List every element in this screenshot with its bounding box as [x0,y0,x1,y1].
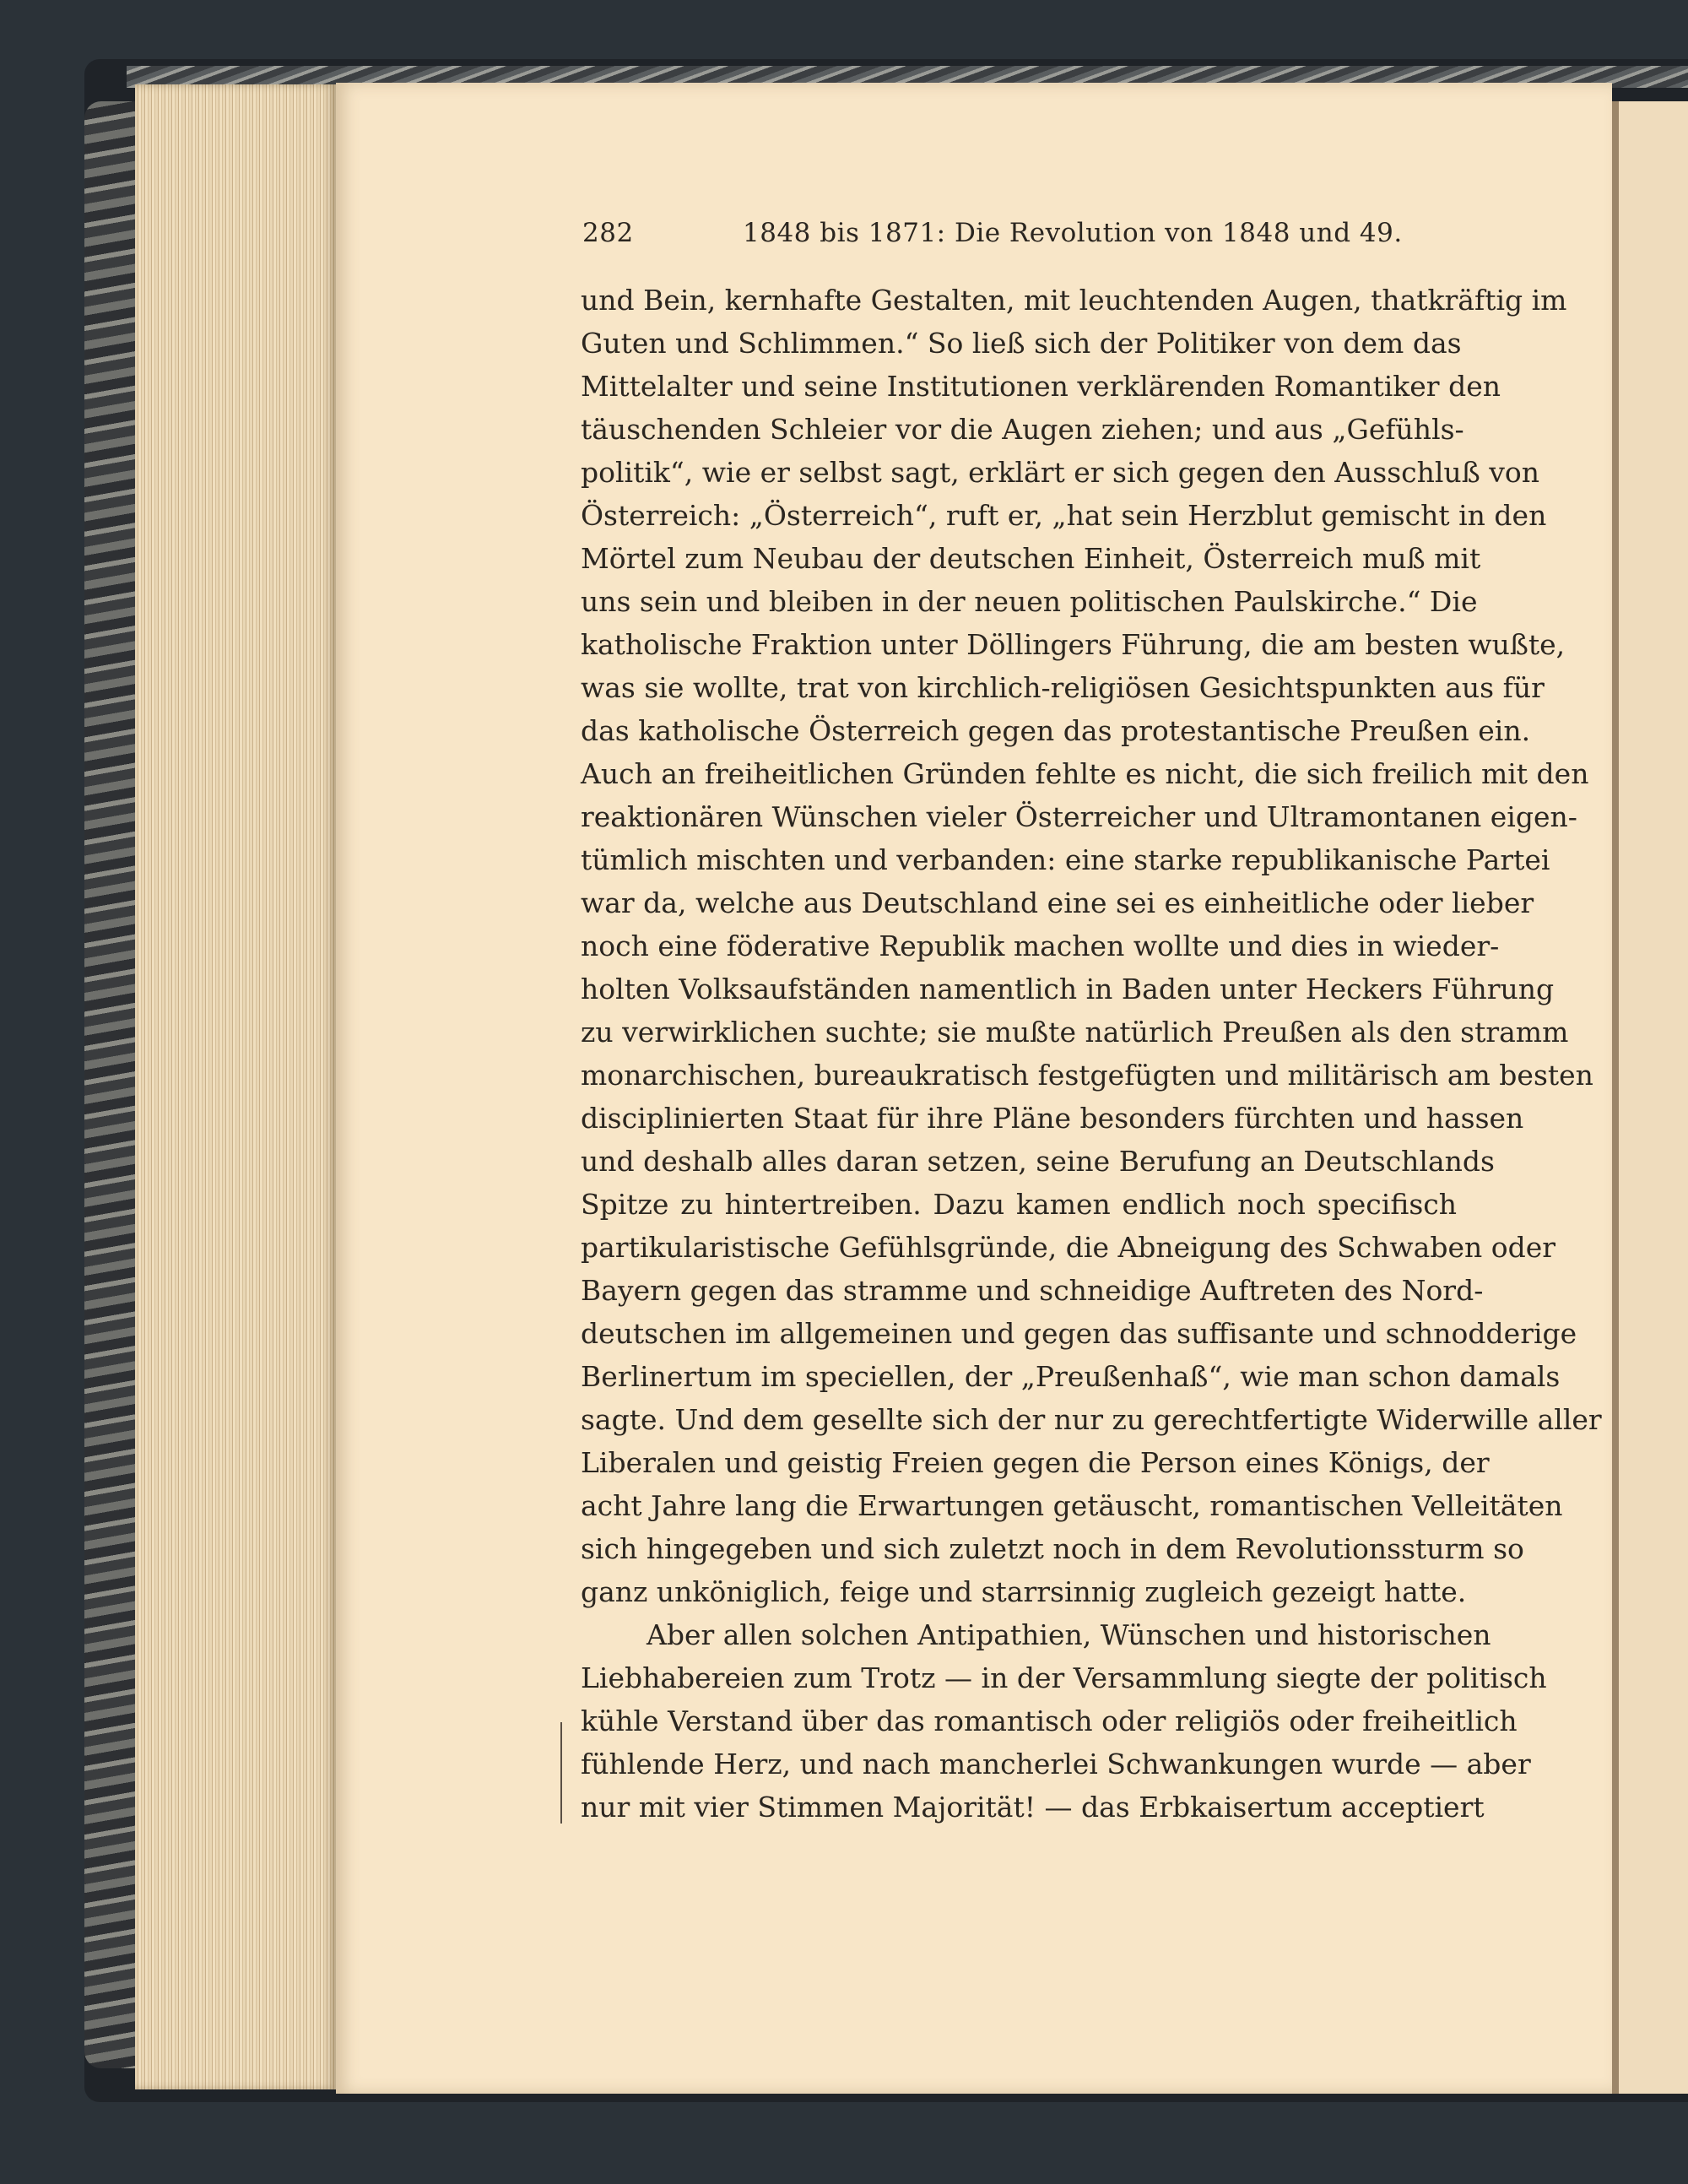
text-line: uns sein und bleiben in der neuen politischen Paulskirche.“ Die [581,585,1478,618]
page-number: 282 [582,218,634,248]
text-line: das katholische Österreich gegen das protestantische Preußen ein. [581,714,1531,747]
text-line: Liberalen und geistig Freien gegen die Person eines Königs, der [581,1446,1490,1479]
page-header [582,218,1403,260]
margin-pencil-mark [560,1722,562,1824]
text-line: sagte. Und dem gesellte sich der nur zu gerechtfertigte Widerwille aller [581,1403,1602,1436]
text-line: disciplinierten Staat für ihre Pläne besonders fürchten und hassen [581,1102,1524,1135]
text-line: war da, welche aus Deutschland eine sei es einheitliche oder lieber [581,886,1534,919]
text-line: Liebhabereien zum Trotz — in der Versammlung siegte der politisch [581,1661,1547,1694]
text-line: täuschenden Schleier vor die Augen ziehen; und aus „Gefühls- [581,413,1464,446]
text-line: kühle Verstand über das romantisch oder religiös oder freiheitlich [581,1704,1518,1737]
text-line: politik“, wie er selbst sagt, erklärt er sich gegen den Ausschluß von [581,456,1539,489]
text-line: fühlende Herz, und nach mancherlei Schwankungen wurde — aber [581,1748,1531,1780]
page-block-edges [135,84,336,2089]
text-line: und Bein, kernhafte Gestalten, mit leuchtenden Augen, thatkräftig im [581,284,1567,317]
text-line: holten Volksaufständen namentlich in Baden unter Heckers Führung [581,973,1555,1005]
text-line: Bayern gegen das stramme und schneidige Auftreten des Nord- [581,1274,1484,1307]
text-line: partikularistische Gefühlsgründe, die Abneigung des Schwaben oder [581,1231,1556,1264]
text-line: Berlinertum im speciellen, der „Preußenhaß“, wie man schon damals [581,1360,1561,1393]
text-line: katholische Fraktion unter Döllingers Führung, die am besten wußte, [581,628,1566,661]
text-line: Österreich: „Österreich“, ruft er, „hat sein Herzblut gemischt in den [581,499,1547,532]
text-line: Mittelalter und seine Institutionen verklärenden Romantiker den [581,370,1501,403]
text-line: monarchischen, bureaukratisch festgefügten und militärisch am besten [581,1059,1593,1092]
body-text [581,279,1602,1829]
text-line: Spitze zu hintertreiben. Dazu kamen endlich noch specifisch [581,1188,1457,1221]
next-page-edge [1612,101,1688,2094]
text-line: was sie wollte, trat von kirchlich-religiösen Gesichtspunkten aus für [581,671,1545,704]
text-line: und deshalb alles daran setzen, seine Berufung an Deutschlands [581,1145,1495,1178]
text-line: ganz unköniglich, feige und starrsinnig zugleich gezeigt hatte. [581,1575,1467,1608]
text-line: sich hingegeben und sich zuletzt noch in dem Revolutionssturm so [581,1532,1524,1565]
book-spine [84,101,135,2068]
text-line: noch eine föderative Republik machen wollte und dies in wieder- [581,929,1500,962]
text-line: tümlich mischten und verbanden: eine starke republikanische Partei [581,843,1550,876]
text-line: zu verwirklichen suchte; sie mußte natürlich Preußen als den stramm [581,1016,1569,1049]
text-line: Guten und Schlimmen.“ So ließ sich der Politiker von dem das [581,327,1462,360]
text-line: acht Jahre lang die Erwartungen getäuscht, romantischen Velleitäten [581,1489,1563,1522]
text-line: Aber allen solchen Antipathien, Wünschen und historischen [647,1618,1491,1651]
text-line: nur mit vier Stimmen Majorität! — das Erbkaisertum acceptiert [581,1791,1485,1824]
text-line: Auch an freiheitlichen Gründen fehlte es nicht, die sich freilich mit den [581,757,1589,790]
text-line: reaktionären Wünschen vieler Österreicher und Ultramontanen eigen- [581,800,1577,833]
text-line: Mörtel zum Neubau der deutschen Einheit, Österreich muß mit [581,542,1481,575]
running-head: 1848 bis 1871: Die Revolution von 1848 und 49. [743,218,1403,248]
text-line: deutschen im allgemeinen und gegen das suffisante und schnodderige [581,1317,1577,1350]
